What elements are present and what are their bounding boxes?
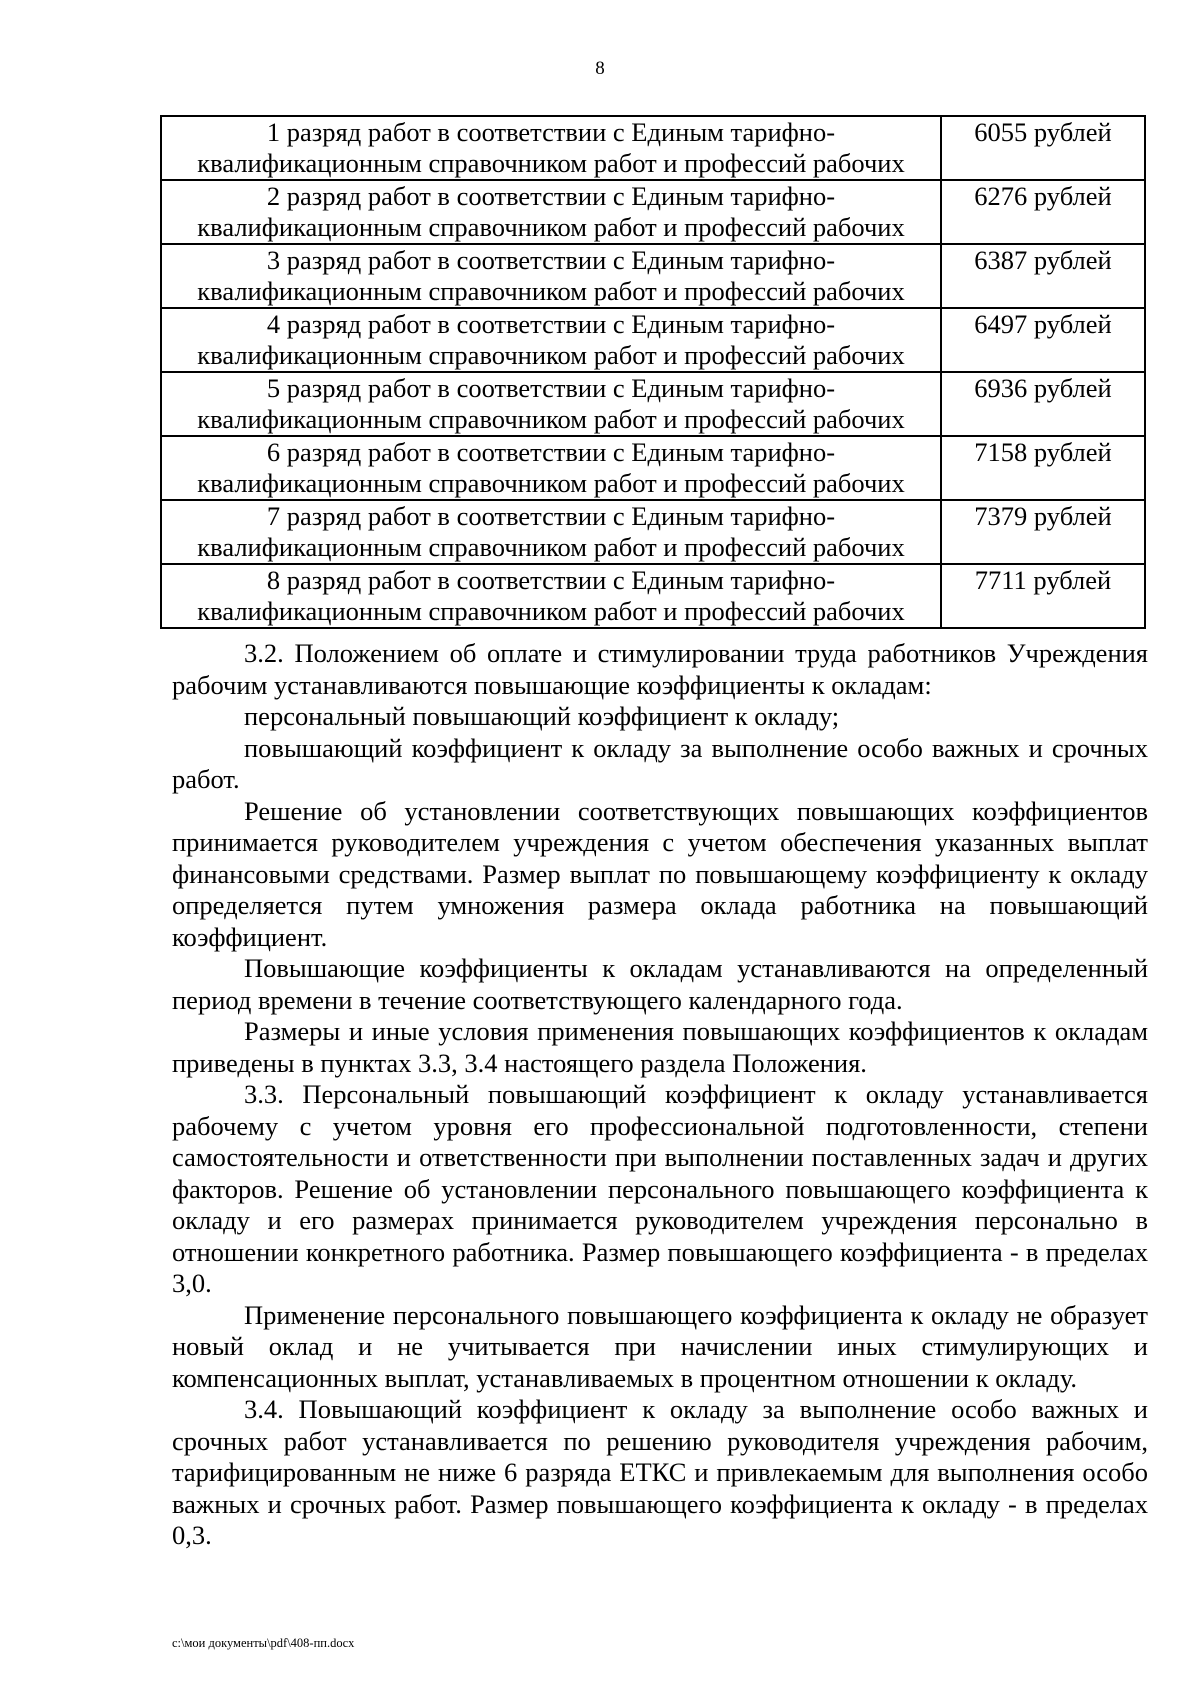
table-row — [161, 180, 1145, 244]
grade-description-cell — [161, 116, 941, 180]
grade-description-cell — [161, 564, 941, 628]
grade-description-line: квалификационным справочником работ и профессий рабочих — [197, 276, 905, 306]
paragraph: Размеры и иные условия применения повышающих коэффициентов к окладам приведены в пунктах 3.3, 3.4 настоящего раздела Положения. — [172, 1016, 1148, 1078]
table-row — [161, 500, 1145, 564]
paragraph: Повышающие коэффициенты к окладам устанавливаются на определенный период времени в течение соответствующего календарного года. — [172, 953, 1148, 1015]
grade-description-line: 2 разряд работ в соответствии с Единым тарифно- — [266, 181, 836, 211]
salary-amount-cell: 7711 рублей — [941, 564, 1145, 628]
grade-description-line: квалификационным справочником работ и профессий рабочих — [197, 532, 905, 562]
grade-description-line: квалификационным справочником работ и профессий рабочих — [197, 212, 905, 242]
table-row — [161, 308, 1145, 372]
grade-description-cell — [161, 500, 941, 564]
grade-description-line: 1 разряд работ в соответствии с Единым тарифно- — [266, 117, 836, 147]
salary-amount-cell: 6055 рублей — [941, 116, 1145, 180]
grade-description-line: квалификационным справочником работ и профессий рабочих — [197, 468, 905, 498]
paragraph: персональный повышающий коэффициент к окладу; — [244, 701, 840, 731]
grade-description-cell — [161, 308, 941, 372]
grade-description-line: квалификационным справочником работ и профессий рабочих — [197, 404, 905, 434]
salary-amount-cell: 6497 рублей — [941, 308, 1145, 372]
grade-description-cell — [161, 436, 941, 500]
grade-description-cell — [161, 180, 941, 244]
table-row — [161, 372, 1145, 436]
salary-amount-cell: 7158 рублей — [941, 436, 1145, 500]
grade-description-cell — [161, 372, 941, 436]
paragraph: 3.3. Персональный повышающий коэффициент к окладу устанавливается рабочему с учетом уровня его профессиональной подготовленности, степени самостоятельности и ответственности при выполнении поставленных задач и других факторов. Решение об установлении персонального повышающего коэффициента к окладу и его размерах принимается руководителем учреждения персонально в отношении конкретного работника. Размер повышающего коэффициента - в пределах 3,0. — [172, 1079, 1148, 1298]
grade-description-line: квалификационным справочником работ и профессий рабочих — [197, 596, 905, 626]
salary-amount-cell: 7379 рублей — [941, 500, 1145, 564]
table-row — [161, 564, 1145, 628]
grade-description-line: 7 разряд работ в соответствии с Единым тарифно- — [266, 501, 836, 531]
grade-description-line: 6 разряд работ в соответствии с Единым тарифно- — [266, 437, 836, 467]
paragraph: Применение персонального повышающего коэффициента к окладу не образует новый оклад и не учитывается при начислении иных стимулирующих и компенсационных выплат, устанавливаемых в процентном отношении к окладу. — [172, 1299, 1148, 1393]
grade-description-line: 3 разряд работ в соответствии с Единым тарифно- — [266, 245, 836, 275]
footer-file-path: c:\мои документы\pdf\408-пп.docx — [172, 1636, 355, 1650]
paragraph: 3.2. Положением об оплате и стимулировании труда работников Учреждения рабочим устанавливаются повышающие коэффициенты к окладам: — [172, 638, 1148, 700]
page-number: 8 — [595, 58, 605, 79]
grade-description-line: 5 разряд работ в соответствии с Единым тарифно- — [266, 373, 836, 403]
salary-amount-cell: 6936 рублей — [941, 372, 1145, 436]
paragraph: 3.4. Повышающий коэффициент к окладу за выполнение особо важных и срочных работ устанавливается по решению руководителя учреждения рабочим, тарифицированным не ниже 6 разряда ЕТКС и привлекаемым для выполнения особо важных и срочных работ. Размер повышающего коэффициента к окладу - в пределах 0,3. — [172, 1394, 1148, 1550]
grade-description-line: квалификационным справочником работ и профессий рабочих — [197, 340, 905, 370]
grade-description-line: квалификационным справочником работ и профессий рабочих — [197, 148, 905, 178]
salary-amount-cell: 6387 рублей — [941, 244, 1145, 308]
grade-description-cell — [161, 244, 941, 308]
table-row — [161, 116, 1145, 180]
grade-description-line: 4 разряд работ в соответствии с Единым тарифно- — [266, 309, 836, 339]
salary-rates-table — [160, 115, 1146, 629]
grade-description-line: 8 разряд работ в соответствии с Единым тарифно- — [266, 565, 836, 595]
document-body — [172, 638, 1148, 1552]
table-row — [161, 244, 1145, 308]
paragraph: Решение об установлении соответствующих повышающих коэффициентов принимается руководителем учреждения с учетом обеспечения указанных выплат финансовыми средствами. Размер выплат по повышающему коэффициенту к окладу определяется путем умножения размера оклада работника на повышающий коэффициент. — [172, 795, 1148, 952]
table-row — [161, 436, 1145, 500]
paragraph: повышающий коэффициент к окладу за выполнение особо важных и срочных работ. — [172, 732, 1148, 794]
salary-amount-cell: 6276 рублей — [941, 180, 1145, 244]
